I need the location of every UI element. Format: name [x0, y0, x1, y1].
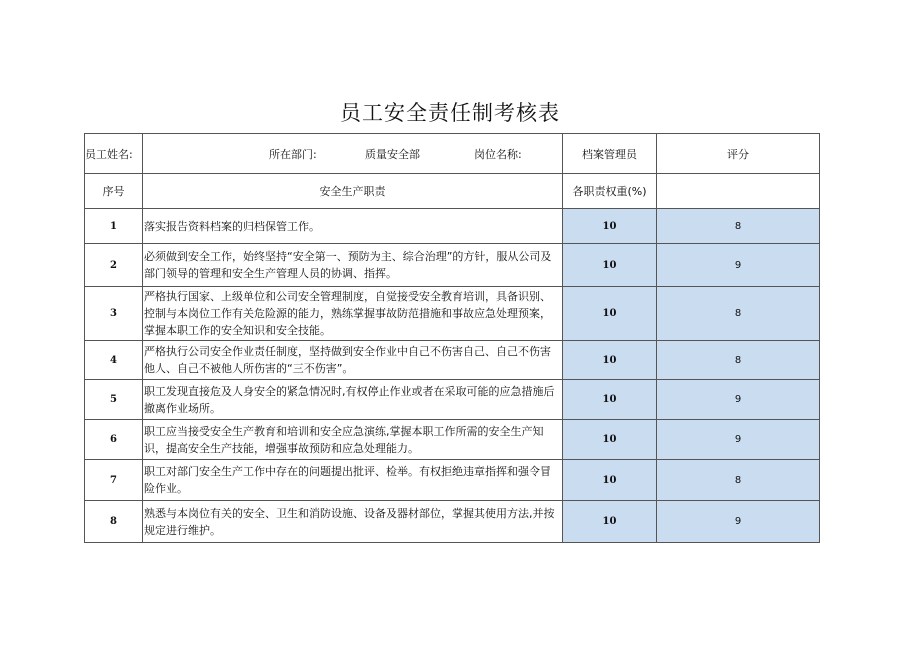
position-value: 档案管理员 — [582, 147, 637, 161]
row-weight: 10 — [563, 380, 657, 420]
table-row — [85, 420, 820, 460]
row-weight: 10 — [563, 501, 657, 543]
row-duty: 必须做到安全工作，始终坚持“安全第一、预防为主、综合治理”的方针，服从公司及部门领导的管理和安全生产管理人员的协调、指挥。 — [143, 244, 563, 287]
row-seq: 6 — [85, 420, 143, 460]
row-weight: 10 — [563, 420, 657, 460]
row-weight: 10 — [563, 287, 657, 341]
column-header-row — [85, 174, 820, 209]
score-label: 评分 — [727, 147, 749, 161]
row-score[interactable]: 9 — [657, 501, 820, 543]
row-duty: 熟悉与本岗位有关的安全、卫生和消防设施、设备及器材部位，掌握其使用方法,并按规定进行维护。 — [143, 501, 563, 543]
weight-header: 各职责权重(%) — [563, 174, 657, 209]
seq-header: 序号 — [85, 174, 143, 209]
row-weight: 10 — [563, 244, 657, 287]
duty-header: 安全生产职责 — [143, 174, 563, 209]
row-duty: 严格执行国家、上级单位和公司安全管理制度，自觉接受安全教育培训，具备识别、控制与本岗位工作有关危险源的能力，熟练掌握事故防范措施和事故应急处理预案，掌握本职工作的安全知识和安全技能。 — [143, 287, 563, 341]
row-seq: 1 — [85, 209, 143, 244]
row-score[interactable]: 9 — [657, 420, 820, 460]
row-score[interactable]: 8 — [657, 209, 820, 244]
dept-info-cell — [143, 134, 563, 174]
table-row — [85, 287, 820, 341]
dept-label: 所在部门: — [269, 147, 317, 161]
row-seq: 4 — [85, 341, 143, 380]
table-row — [85, 460, 820, 501]
table-row — [85, 380, 820, 420]
info-row — [85, 134, 820, 174]
row-weight: 10 — [563, 209, 657, 244]
row-seq: 2 — [85, 244, 143, 287]
score-header-cell — [657, 134, 820, 174]
position-value-cell — [563, 134, 657, 174]
row-score[interactable]: 8 — [657, 341, 820, 380]
row-duty: 职工发现直接危及人身安全的紧急情况时,有权停止作业或者在采取可能的应急措施后撤离作业场所。 — [143, 380, 563, 420]
position-label: 岗位名称: — [474, 147, 522, 161]
row-score[interactable]: 8 — [657, 287, 820, 341]
name-label-cell — [85, 134, 143, 174]
row-seq: 3 — [85, 287, 143, 341]
table-row — [85, 501, 820, 543]
row-score[interactable]: 9 — [657, 380, 820, 420]
row-weight: 10 — [563, 460, 657, 501]
table-row — [85, 341, 820, 380]
row-seq: 8 — [85, 501, 143, 543]
row-duty: 严格执行公司安全作业责任制度，坚持做到安全作业中自己不伤害自己、自己不伤害他人、自己不被他人所伤害的“三不伤害”。 — [143, 341, 563, 380]
row-duty: 职工应当接受安全生产教育和培训和安全应急演练,掌握本职工作所需的安全生产知识，提高安全生产技能，增强事故预防和应急处理能力。 — [143, 420, 563, 460]
table-row — [85, 209, 820, 244]
row-weight: 10 — [563, 341, 657, 380]
row-seq: 7 — [85, 460, 143, 501]
page-title: 员工安全责任制考核表 — [340, 101, 560, 125]
row-score[interactable]: 8 — [657, 460, 820, 501]
row-seq: 5 — [85, 380, 143, 420]
table-row — [85, 244, 820, 287]
dept-value: 质量安全部 — [365, 147, 420, 161]
assessment-table — [84, 133, 820, 543]
row-duty: 落实报告资料档案的归档保管工作。 — [143, 209, 563, 244]
row-duty: 职工对部门安全生产工作中存在的问题提出批评、检举。有权拒绝违章指挥和强令冒险作业。 — [143, 460, 563, 501]
row-score[interactable]: 9 — [657, 244, 820, 287]
name-label: 员工姓名: — [85, 147, 133, 161]
score-input-header — [657, 174, 820, 209]
